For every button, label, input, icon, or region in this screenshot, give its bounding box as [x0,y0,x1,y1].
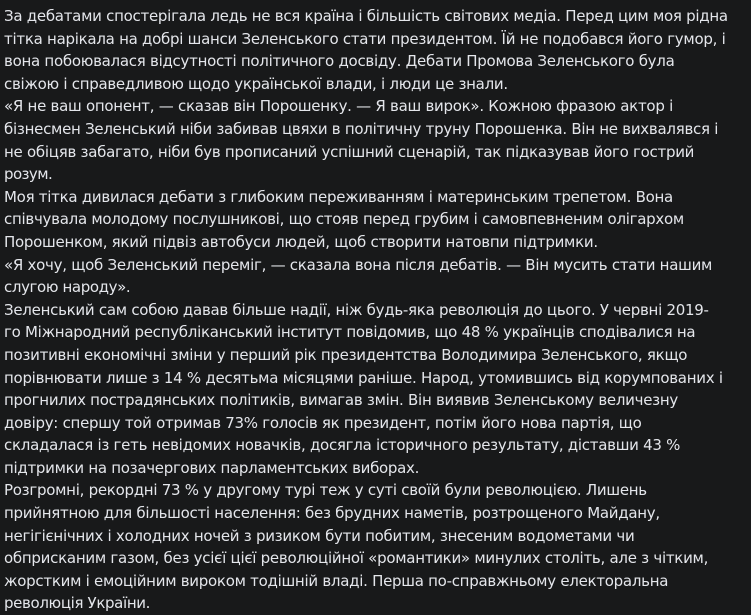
text-line: довіру: спершу той отримав 73% голосів як президент, потім його нова партія, що [4,413,642,432]
text-line: обприсканим газом, без усієї цієї революційної «романтики» минулих століть, але з чітким, [4,549,709,568]
text-line: Моя тітка дивилася дебати з глибоким переживанням і материнським трепетом. Вона [4,187,673,206]
text-line: Розгромні, рекордні 73 % у другому турі теж у суті своїй були революцією. Лишень [4,481,647,500]
text-line: підтримки на позачергових парламентських виборах. [4,458,420,477]
text-line: прийнятною для більшості населення: без брудних наметів, розтрощеного Майдану, [4,504,660,523]
text-line: співчувала молодому послушникові, що стояв перед грубим і самовпевненим олігархом [4,210,684,229]
text-line: го Міжнародний республіканський інститут повідомив, що 48 % українців сподівалися на [4,323,696,342]
text-line: порівнювати лише з 14 % десятьма місяцями раніше. Народ, утомившись від корумпованих і [4,368,723,387]
text-line: слугою народу». [4,278,131,297]
text-line: прогнилих пострадянських політиків, вимагав змін. Він виявив Зеленському величезну [4,391,679,410]
text-line: не обіцяв забагато, ніби був прописаний успішний сценарій, так підказував його гострий [4,142,695,161]
text-line: позитивні економічні зміни у перший рік президентства Володимира Зеленського, якщо [4,345,688,364]
text-line: тітка нарікала на добрі шанси Зеленського стати президентом. Їй не подобався його гумор, і [4,29,726,48]
text-line: Порошенком, який підвіз автобуси людей, щоб створити натовпи підтримки. [4,232,598,251]
text-line: жорстким і емоційним вироком тодішній владі. Перша по-справжньому електоральна [4,571,669,590]
text-line: Зеленський сам собою давав більше надії, ніж будь-яка революція до цього. У червні 2019- [4,300,709,319]
text-line: За дебатами спостерігала ледь не вся країна і більшість світових медіа. Перед цим моя рідна [4,7,728,25]
text-line: бізнесмен Зеленський ніби забивав цвяхи в політичну труну Порошенка. Він не вихвалявся і [4,119,719,138]
text-line: революція України. [4,594,151,613]
text-line: «Я хочу, щоб Зеленський переміг, — сказала вона після дебатів. — Він мусить стати нашим [4,255,713,274]
text-line: розум. [4,165,53,184]
text-line: свіжою і справедливою щодо української влади, і люди це знали. [4,74,508,93]
text-line: «Я не ваш опонент, — сказав він Порошенку. — Я ваш вирок». Кожною фразою актор і [4,97,673,116]
text-line: вона побоювалася відсутності політичного досвіду. Дебати Промова Зеленського була [4,52,675,71]
text-line: негігієнічних і холодних ночей з ризиком бути побитим, знесеним водометами чи [4,526,635,545]
text-line: складалася із геть невідомих новачків, досягла історичного результату, діставши 43 % [4,436,681,455]
